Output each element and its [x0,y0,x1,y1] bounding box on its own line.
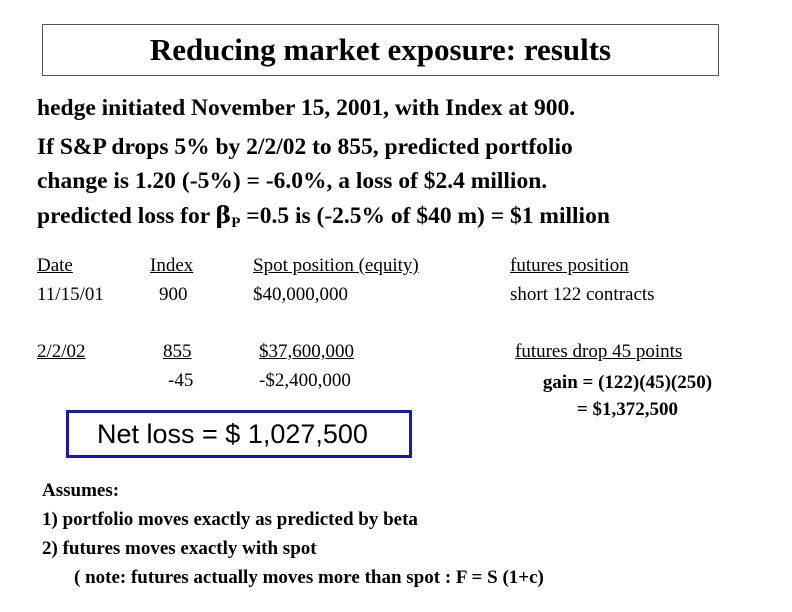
header-spot: Spot position (equity) [253,255,419,276]
intro-line-4-prefix: predicted loss for [37,203,216,229]
row2-spot: $37,600,000 [259,341,354,362]
header-futures: futures position [510,255,629,276]
row1-date: 11/15/01 [37,284,104,305]
row2-futures: futures drop 45 points [515,341,683,362]
row2-index: 855 [163,341,192,362]
assumption-note: ( note: futures actually moves more than spot : F = S (1+c) [74,567,544,588]
gain-result: = $1,372,500 [576,399,679,420]
assumptions-heading: Assumes: [42,480,120,501]
slide-title: Reducing market exposure: results [149,32,612,67]
header-date: Date [37,255,73,276]
assumption-2: 2) futures moves exactly with spot [42,538,317,559]
intro-line-4 [37,200,610,238]
row1-futures: short 122 contracts [510,284,655,305]
beta-symbol: β [215,201,232,229]
change-index: -45 [168,370,194,391]
title-box [42,24,719,76]
intro-line-4-suffix: =0.5 is (-2.5% of $40 m) = $1 million [240,203,610,229]
intro-line-1: hedge initiated November 15, 2001, with Index at 900. [37,95,576,121]
change-spot: -$2,400,000 [259,370,351,391]
intro-line-2: If S&P drops 5% by 2/2/02 to 855, predicted portfolio [37,134,573,160]
futures-gain [520,369,735,423]
gain-formula: gain = (122)(45)(250) [542,372,713,393]
beta-subscript: P [231,215,241,231]
net-loss-text: Net loss = $ 1,027,500 [97,418,368,449]
row2-date: 2/2/02 [37,341,86,362]
row1-spot: $40,000,000 [253,284,348,305]
assumption-1: 1) portfolio moves exactly as predicted by beta [42,509,418,530]
header-index: Index [150,255,194,276]
row1-index: 900 [159,284,188,305]
net-loss-box [66,410,412,458]
intro-line-3: change is 1.20 (-5%) = -6.0%, a loss of $2.4 million. [37,168,548,194]
